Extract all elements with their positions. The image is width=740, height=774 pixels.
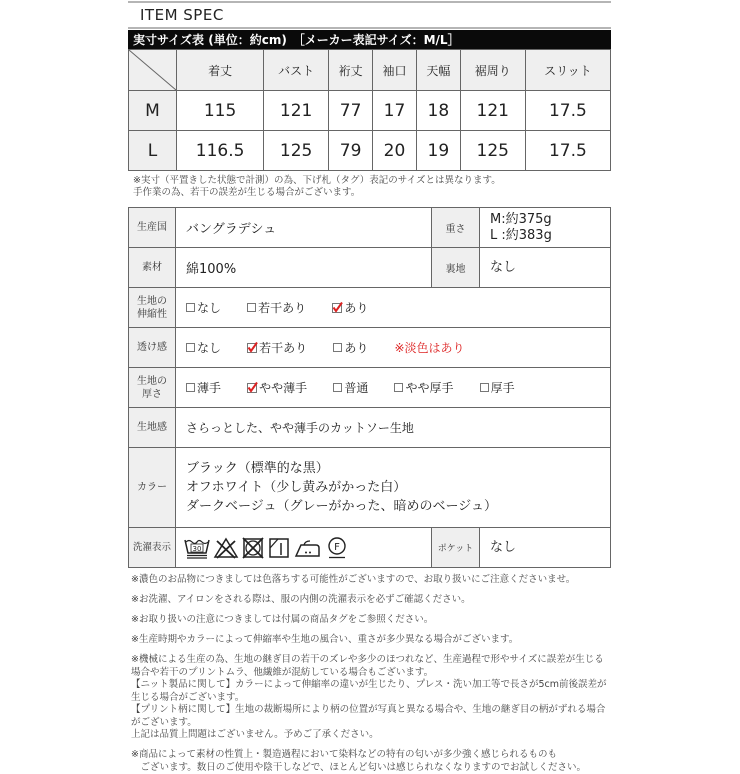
colors-label: カラー: [129, 448, 176, 528]
thickness-option-thin: [186, 379, 221, 396]
spec-row-thickness: [129, 368, 611, 408]
checkbox-empty-icon: [333, 383, 342, 392]
colors-value: [176, 448, 611, 528]
spec-row-sheer: [129, 328, 611, 368]
col-header: 裾周り: [460, 50, 525, 91]
size-value: 125: [460, 131, 525, 171]
checkbox-empty-icon: [394, 383, 403, 392]
spec-row-stretch: [129, 288, 611, 328]
item-spec-header: [128, 1, 611, 29]
drip-dry-shade-icon: [268, 537, 290, 559]
checkbox-empty-icon: [186, 303, 195, 312]
size-note-line: ※実寸（平置きした状態で計測）の為、下げ札（タグ）表記のサイズとは異なります。: [133, 175, 501, 187]
sheer-option-slight: [247, 339, 307, 356]
item-spec-title: ITEM SPEC: [140, 6, 224, 24]
material-label: 素材: [129, 248, 176, 288]
sheer-option-none: [186, 339, 221, 356]
checkbox-empty-icon: [480, 383, 489, 392]
size-note-line: 手作業の為、若干の誤差が生じる場合がございます。: [133, 187, 501, 199]
color-item: ブラック（標準的な黒）: [186, 459, 610, 478]
note-line: ※濃色のお品物につきましては色落ちする可能性がございますので、お取り扱いにご注意くださいませ。: [131, 574, 611, 587]
texture-value: さらっとした、やや薄手のカットソー生地: [176, 408, 611, 448]
spec-row-care: [129, 528, 611, 568]
note-line: 上記は品質上問題はございません。予めご了承ください。: [131, 729, 611, 742]
stretch-label-line: 生地の: [129, 295, 175, 308]
origin-value: バングラデシュ: [176, 208, 432, 248]
size-value: 121: [460, 91, 525, 131]
iron-medium-icon: [294, 537, 322, 559]
note-line: ※お洗濯、アイロンをされる際は、服の内側の洗濯表示を必ずご確認ください。: [131, 594, 611, 607]
size-row-l: [129, 131, 611, 171]
size-value: 20: [373, 131, 417, 171]
size-table-header-row: [129, 50, 611, 91]
sheer-option-yes: [333, 339, 368, 356]
size-value: 77: [329, 91, 373, 131]
thickness-label-line: 生地の: [129, 375, 175, 388]
option-label: あり: [344, 341, 368, 355]
stretch-label: [129, 288, 176, 328]
thickness-option-thick: [480, 379, 515, 396]
size-value: 17.5: [525, 91, 610, 131]
thickness-label-line: 厚さ: [129, 388, 175, 401]
spec-row-origin: [129, 208, 611, 248]
size-value: 115: [177, 91, 264, 131]
size-label: M: [129, 91, 177, 131]
option-label: やや薄手: [259, 381, 307, 395]
origin-label: 生産国: [129, 208, 176, 248]
col-header: 着丈: [177, 50, 264, 91]
checkbox-empty-icon: [247, 303, 256, 312]
weight-l: L :約383g: [490, 228, 610, 244]
care-icons: [176, 528, 432, 568]
option-label: やや厚手: [405, 381, 453, 395]
pocket-label: ポケット: [432, 528, 480, 568]
material-value: 綿100%: [176, 248, 432, 288]
weight-label: 重さ: [432, 208, 480, 248]
pocket-value: なし: [480, 528, 611, 568]
checkbox-empty-icon: [333, 343, 342, 352]
color-item: オフホワイト（少し黄みがかった白）: [186, 478, 610, 497]
stretch-option-slight: [247, 299, 306, 316]
size-label: L: [129, 131, 177, 171]
size-row-m: [129, 91, 611, 131]
thickness-label: [129, 368, 176, 408]
care-notes: [131, 574, 611, 774]
col-header: バスト: [264, 50, 329, 91]
size-value: 17.5: [525, 131, 610, 171]
size-value: 19: [416, 131, 460, 171]
no-bleach-icon: [214, 537, 238, 559]
wash-30-gentle-icon: [184, 537, 210, 559]
svg-text:30: 30: [193, 545, 202, 553]
option-label: 薄手: [197, 381, 221, 395]
care-label: 洗濯表示: [129, 528, 176, 568]
diagonal-line-icon: [129, 50, 176, 90]
note-line: ※商品によって素材の性質上・製造過程において染料などの特有の匂いが多少強く感じられるものも: [131, 749, 611, 762]
spec-row-colors: [129, 448, 611, 528]
texture-label: 生地感: [129, 408, 176, 448]
spec-row-material: [129, 248, 611, 288]
weight-m: M:約375g: [490, 212, 610, 228]
checkbox-checked-icon: [247, 342, 258, 353]
thickness-option-slightly-thin: [247, 379, 307, 396]
size-table-corner: [129, 50, 177, 91]
checkbox-empty-icon: [186, 383, 195, 392]
lining-label: 裏地: [432, 248, 480, 288]
size-table-caption: 実寸サイズ表 (単位：約cm) ［メーカー表記サイズ：M/L］: [128, 30, 611, 50]
option-label: 普通: [344, 381, 368, 395]
no-tumble-dry-icon: [242, 537, 264, 559]
option-label: 若干あり: [258, 301, 306, 315]
dry-clean-f-icon: [326, 537, 348, 559]
thickness-options: [176, 368, 611, 408]
size-note: [133, 175, 501, 199]
note-line: 【ニット製品に関して】カラーによって伸縮率の違いが生じたり、プレス・洗い加工等で長さが5cm前後誤差が生じる場合がございます。: [131, 679, 611, 704]
thickness-option-slightly-thick: [394, 379, 453, 396]
col-header: 裄丈: [329, 50, 373, 91]
col-header: 天幅: [416, 50, 460, 91]
checkbox-empty-icon: [186, 343, 195, 352]
stretch-options: [176, 288, 611, 328]
weight-value: [480, 208, 611, 248]
col-header: スリット: [525, 50, 610, 91]
sheer-note: ※淡色はあり: [394, 341, 464, 355]
size-value: 121: [264, 91, 329, 131]
stretch-label-line: 伸縮性: [129, 308, 175, 321]
option-label: なし: [197, 341, 221, 355]
color-item: ダークベージュ（グレーがかった、暗めのベージュ）: [186, 497, 610, 516]
note-line: 【プリント柄に関して】生地の裁断場所により柄の位置が写真と異なる場合や、生地の継ぎ目の柄がずれる場合がございます。: [131, 704, 611, 729]
lining-value: なし: [480, 248, 611, 288]
size-table: [128, 49, 611, 171]
option-label: あり: [344, 301, 368, 315]
stretch-option-yes: [332, 299, 368, 316]
note-line: ※機械による生産の為、生地の継ぎ目の若干のズレや多少のほつれなど、生産過程で形やサイズに誤差が生じる場合や若干のプリントムラ、他繊維が混紡している場合もございます。: [131, 654, 611, 679]
option-label: 厚手: [491, 381, 515, 395]
spec-row-texture: [129, 408, 611, 448]
size-value: 18: [416, 91, 460, 131]
sheer-options: [176, 328, 611, 368]
thickness-option-normal: [333, 379, 368, 396]
size-value: 17: [373, 91, 417, 131]
col-header: 袖口: [373, 50, 417, 91]
option-label: 若干あり: [259, 341, 307, 355]
note-line: ※お取り扱いの注意につきましては付属の商品タグをご参照ください。: [131, 614, 611, 627]
svg-text:F: F: [334, 542, 340, 553]
size-value: 116.5: [177, 131, 264, 171]
sheer-label: 透け感: [129, 328, 176, 368]
size-value: 79: [329, 131, 373, 171]
option-label: なし: [197, 301, 221, 315]
checkbox-checked-icon: [247, 382, 258, 393]
note-line: ございます。数日のご使用や陰干しなどで、ほとんど匂いは感じられなくなりますのでお試しください。: [131, 762, 611, 774]
size-value: 125: [264, 131, 329, 171]
stretch-option-none: [186, 299, 221, 316]
spec-table: [128, 207, 611, 568]
note-line: ※生産時期やカラーによって伸縮率や生地の風合い、重さが多少異なる場合がございます。: [131, 634, 611, 647]
checkbox-checked-icon: [332, 302, 343, 313]
